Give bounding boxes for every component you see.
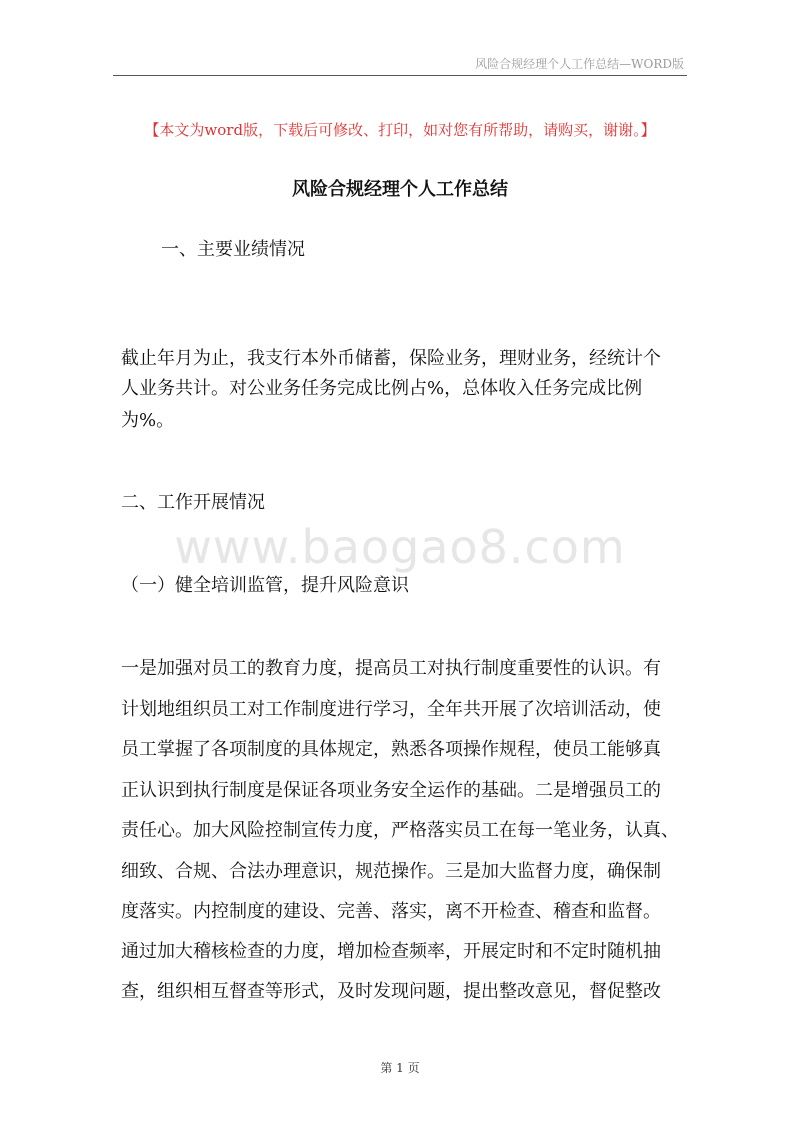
document-title: 风险合规经理个人工作总结 <box>292 179 508 200</box>
section-2-line: 度落实。内控制度的建设、完善、落实，离不开检查、稽查和监督。 <box>121 901 661 922</box>
page-number: 第 1 页 <box>380 1061 420 1075</box>
section-1-line: 为%。 <box>121 410 175 431</box>
section-1-line: 截止年月为止，我支行本外币储蓄，保险业务，理财业务，经统计个 <box>121 348 661 369</box>
watermark: www.baogao8.com <box>174 520 626 574</box>
section-2-line: 员工掌握了各项制度的具体规定，熟悉各项操作规程，使员工能够真 <box>121 739 661 760</box>
section-2-line: 责任心。加大风险控制宣传力度，严格落实员工在每一笔业务，认真、 <box>121 820 679 841</box>
section-2-subheading: （一）健全培训监管，提升风险意识 <box>121 575 409 596</box>
section-2-heading: 二、工作开展情况 <box>121 492 265 513</box>
page-header: 风险合规经理个人工作总结—WORD版 <box>475 57 684 71</box>
section-2-line: 正认识到执行制度是保证各项业务安全运作的基础。二是增强员工的 <box>121 780 661 801</box>
header-divider <box>113 75 687 76</box>
section-2-line: 一是加强对员工的教育力度，提高员工对执行制度重要性的认识。有 <box>121 658 661 679</box>
section-2-line: 计划地组织员工对工作制度进行学习，全年共开展了次培训活动，使 <box>121 699 661 720</box>
section-1-line: 人业务共计。对公业务任务完成比例占%，总体收入任务完成比例 <box>121 378 643 399</box>
section-2-line: 细致、合规、合法办理意识，规范操作。三是加大监督力度，确保制 <box>121 861 661 882</box>
purchase-notice: 【本文为word版，下载后可修改、打印，如对您有所帮助，请购买，谢谢。】 <box>144 121 656 139</box>
section-2-line: 查，组织相互督查等形式，及时发现问题，提出整改意见，督促整改 <box>121 981 661 1002</box>
section-2-line: 通过加大稽核检查的力度，增加检查频率，开展定时和不定时随机抽 <box>121 941 661 962</box>
section-1-heading: 一、主要业绩情况 <box>161 239 305 260</box>
